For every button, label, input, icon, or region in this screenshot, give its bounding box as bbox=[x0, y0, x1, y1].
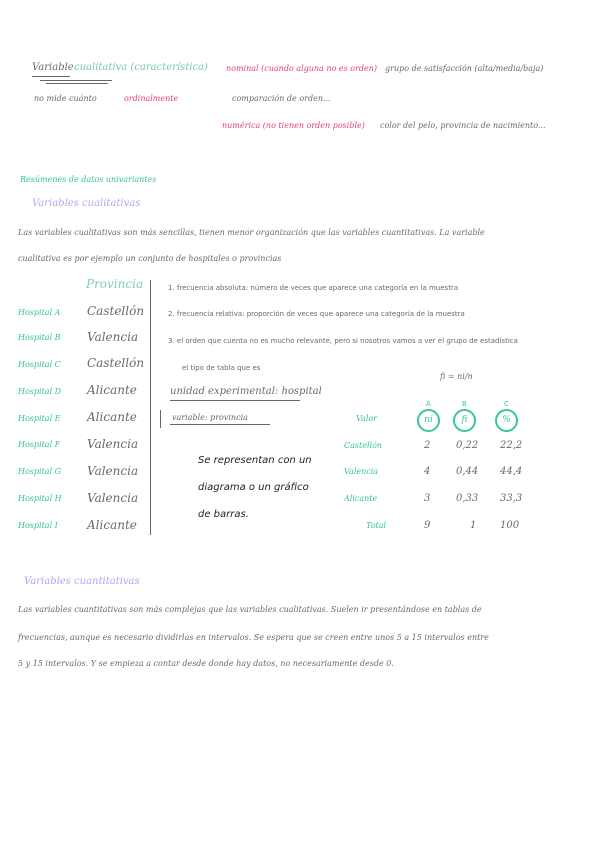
section2-paragraph-1: Las variables cuantitativas son más complejas que las variables cualitativas. Suelen ir presentándose en tablas de bbox=[18, 605, 482, 614]
table-row-city: Valencia bbox=[87, 437, 139, 451]
table-row-hospital: Hospital H bbox=[18, 494, 62, 503]
table-row-hospital: Hospital B bbox=[18, 333, 61, 342]
freq-row-fi: 0,44 bbox=[456, 466, 479, 477]
provincia-header: Provincia bbox=[86, 277, 144, 291]
table-row-city: Valencia bbox=[87, 464, 139, 478]
table-row-city: Alicante bbox=[87, 383, 137, 397]
variable-word: Variable bbox=[32, 62, 74, 73]
freq-row-label: Valencia bbox=[344, 467, 379, 476]
freq-row-label: Total bbox=[366, 521, 387, 530]
note-3: 3. el orden que cuenta no es mucho relevante, pero si nosotros vamos a ver el grupo de estadística bbox=[168, 337, 518, 345]
note-box-line-2: diagrama o un gráfico bbox=[198, 482, 309, 493]
nominal-label: nominal (cuando alguna no es orden) bbox=[226, 64, 378, 73]
comparar-label: comparación de orden... bbox=[232, 94, 331, 103]
fi-circle-icon: fi bbox=[453, 409, 476, 432]
table-row-hospital: Hospital F bbox=[18, 440, 61, 449]
table-row-hospital: Hospital E bbox=[18, 414, 61, 423]
freq-row-ni: 9 bbox=[424, 520, 431, 531]
table-row-hospital: Hospital A bbox=[18, 308, 61, 317]
table-row-city: Castellón bbox=[87, 356, 145, 370]
table-row-city: Alicante bbox=[87, 410, 137, 424]
ordinal-label: ordinalmente bbox=[124, 94, 179, 103]
circle-top-c: C bbox=[504, 400, 509, 408]
circle-top-a: A bbox=[426, 400, 431, 408]
table-row-city: Alicante bbox=[87, 518, 137, 532]
table-row-city: Valencia bbox=[87, 330, 139, 344]
freq-row-ni: 2 bbox=[424, 440, 431, 451]
section1-paragraph-1: Las variables cualitativas son más sencillas, tienen menor organización que las variables cuantitativas. La variable bbox=[18, 228, 485, 237]
table-row-hospital: Hospital D bbox=[18, 387, 62, 396]
table-row-hospital: Hospital C bbox=[18, 360, 61, 369]
section2-subheading: Variables cuantitativas bbox=[24, 576, 140, 587]
numerica-label: numérica (no tienen orden posible) bbox=[222, 121, 365, 130]
fraction-formula: fi = ni/n bbox=[440, 372, 473, 381]
freq-row-pct: 22,2 bbox=[500, 440, 523, 451]
section2-paragraph-2: frecuencias, aunque es necesario dividirlas en intervalos. Se espera que se creen entre unos 5 a 15 intervalos entre bbox=[18, 633, 489, 642]
freq-row-pct: 44,4 bbox=[500, 466, 523, 477]
section1-heading: Resúmenes de datos univariantes bbox=[20, 175, 157, 184]
freq-row-ni: 3 bbox=[424, 493, 431, 504]
no-mide-label: no mide cuánto bbox=[34, 94, 97, 103]
freq-row-fi: 0,22 bbox=[456, 440, 479, 451]
example-satisfaction: grupo de satisfacción (alta/media/baja) bbox=[385, 64, 544, 73]
unidad-experimental: unidad experimental: hospital bbox=[170, 386, 322, 397]
example-pelo: color del pelo, provincia de nacimiento... bbox=[380, 121, 546, 130]
percent-circle-icon: % bbox=[495, 409, 518, 432]
table-row-hospital: Hospital I bbox=[18, 521, 58, 530]
cualitativa-label: cualitativa (característica) bbox=[74, 62, 208, 73]
table-row-city: Castellón bbox=[87, 304, 145, 318]
table-row-hospital: Hospital G bbox=[18, 467, 62, 476]
freq-header-label: Valor bbox=[356, 414, 378, 423]
note-3b: el tipo de tabla que es bbox=[182, 364, 261, 372]
section2-paragraph-3: 5 y 15 intervalos. Y se empieza a contar desde donde hay datos, no necesariamente desde 0. bbox=[18, 659, 394, 668]
freq-row-label: Alicante bbox=[344, 494, 378, 503]
freq-row-label: Castellón bbox=[344, 441, 383, 450]
freq-row-ni: 4 bbox=[424, 466, 431, 477]
note-box-line-3: de barras. bbox=[198, 509, 249, 520]
section1-subheading: Variables cualitativas bbox=[32, 198, 141, 209]
note-box-line-1: Se representan con un bbox=[198, 455, 312, 466]
freq-row-fi: 0,33 bbox=[456, 493, 479, 504]
variable-provincia: variable: provincia bbox=[172, 413, 248, 422]
circle-top-b: B bbox=[462, 400, 467, 408]
note-2: 2. frecuencia relativa: proporción de veces que aparece una categoría de la muestra bbox=[168, 310, 465, 318]
note-1: 1. frecuencia absoluta: número de veces que aparece una categoría en la muestra bbox=[168, 284, 459, 292]
table-row-city: Valencia bbox=[87, 491, 139, 505]
freq-row-pct: 100 bbox=[500, 520, 520, 531]
freq-row-fi: 1 bbox=[470, 520, 477, 531]
section1-paragraph-2: cualitativa es por ejemplo un conjunto de hospitales o provincias bbox=[18, 254, 282, 263]
freq-row-pct: 33,3 bbox=[500, 493, 523, 504]
ni-circle-icon: ni bbox=[417, 409, 440, 432]
